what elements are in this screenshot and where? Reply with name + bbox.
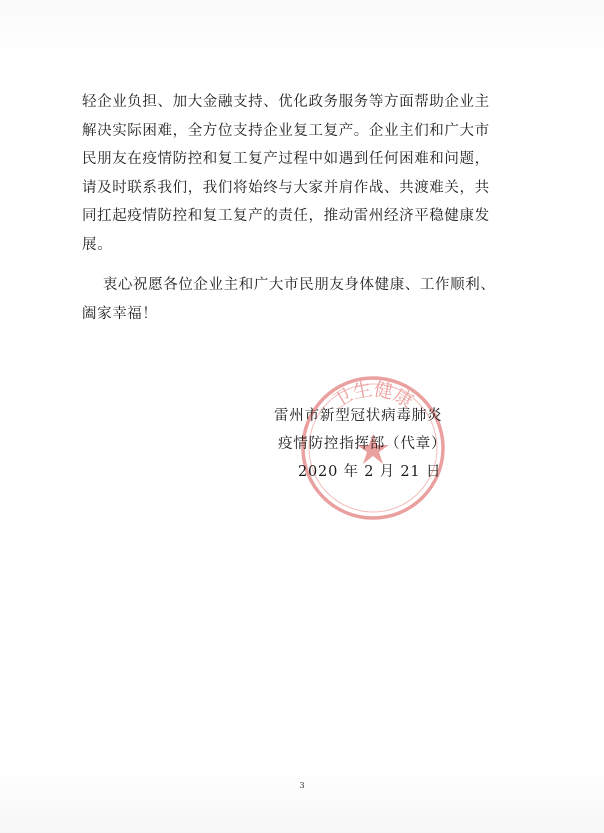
paragraph-line: 民朋友在疫情防控和复工复产过程中如遇到任何困难和问题， xyxy=(82,151,490,167)
issue-date: 2020 年 2 月 21 日 xyxy=(298,464,442,480)
issuer-line-1: 雷州市新型冠状病毒肺炎 xyxy=(274,408,443,424)
body-paragraph-2 xyxy=(82,271,524,328)
signature-block xyxy=(274,402,494,486)
paragraph-line: 轻企业负担、加大金融支持、优化政务服务等方面帮助企业主 xyxy=(82,94,490,110)
paragraph-line: 阖家幸福！ xyxy=(82,305,158,322)
paragraph-line: 同扛起疫情防控和复工复产的责任，推动雷州经济平稳健康发 xyxy=(82,208,490,224)
paragraph-line: 衷心祝愿各位企业主和广大市民朋友身体健康、工作顺利、 xyxy=(82,277,496,293)
paragraph-line: 解决实际困难，全方位支持企业复工复产。企业主们和广大市 xyxy=(82,122,490,139)
seal-text: 卫生健康 xyxy=(328,378,418,413)
paragraph-line: 请及时联系我们，我们将始终与大家并肩作战、共渡难关，共 xyxy=(82,179,490,196)
issuer-line-2: 疫情防控指挥部（代章） xyxy=(278,436,447,452)
body-paragraph-1 xyxy=(82,88,524,259)
page-number: 3 xyxy=(299,781,305,790)
paragraph-line: 展。 xyxy=(82,236,113,253)
